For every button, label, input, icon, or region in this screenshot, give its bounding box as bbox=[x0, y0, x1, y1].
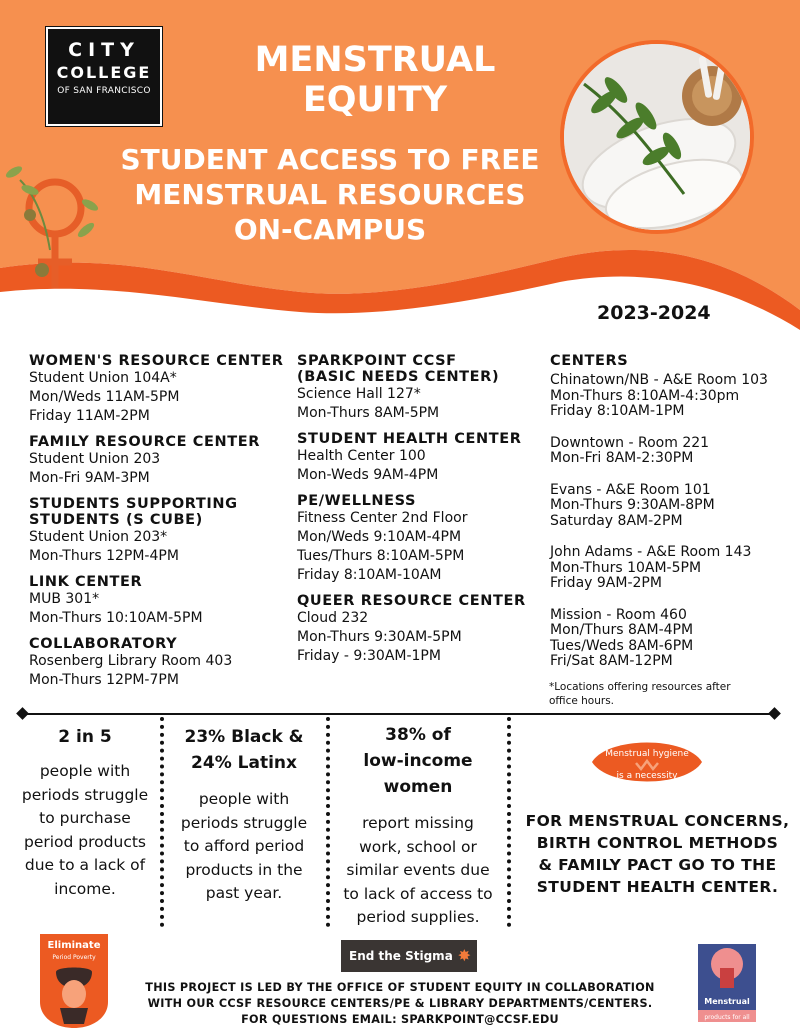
resource-line: Tues/Weds 8AM-6PM bbox=[550, 637, 694, 654]
section-divider bbox=[22, 713, 774, 715]
stat-heading: women bbox=[383, 777, 453, 797]
resource-heading: LINK CENTER bbox=[29, 574, 143, 590]
stat-line: past year. bbox=[205, 884, 283, 902]
stat-line: period supplies. bbox=[356, 908, 480, 926]
stat-2-in-5 bbox=[10, 724, 160, 901]
stat-line: due to a lack of bbox=[24, 856, 146, 874]
badge-line-2: products for all bbox=[704, 1014, 750, 1021]
resource-line: Tues/Thurs 8:10AM-5PM bbox=[297, 548, 465, 564]
stat-line: products in the bbox=[185, 860, 303, 879]
stat-line: similar events due bbox=[346, 861, 490, 879]
stat-separator bbox=[160, 717, 164, 927]
divider-end-right bbox=[768, 707, 781, 720]
resource-line: Student Union 203* bbox=[29, 529, 168, 545]
resource-column-2 bbox=[297, 353, 547, 674]
stat-line: to afford period bbox=[183, 837, 305, 855]
resource-column-1 bbox=[29, 353, 299, 698]
resource-line: Mon-Thurs 10AM-5PM bbox=[550, 559, 702, 576]
badge-line-2: Period Poverty bbox=[52, 954, 96, 961]
stat-separator bbox=[507, 717, 511, 927]
hygiene-badge bbox=[588, 736, 706, 788]
health-center-callout bbox=[520, 810, 795, 898]
page-title: MENSTRUAL EQUITY bbox=[254, 40, 496, 120]
resource-line: Friday - 9:30AM-1PM bbox=[297, 648, 441, 664]
stat-line: periods struggle bbox=[180, 813, 308, 832]
badge-shape bbox=[692, 936, 762, 1024]
menstrual-products-badge bbox=[692, 936, 762, 1024]
stat-heading: 23% Black & bbox=[184, 727, 304, 747]
eliminate-period-poverty-badge bbox=[38, 932, 110, 1030]
resource-line: Student Union 203 bbox=[29, 451, 161, 467]
resource-line: Mon/Weds 11AM-5PM bbox=[29, 389, 180, 405]
center-john-adams bbox=[550, 545, 795, 592]
resource-s-cube bbox=[29, 496, 299, 566]
resource-line: Evans - A&E Room 101 bbox=[550, 481, 711, 498]
stat-line: periods struggle bbox=[21, 785, 149, 804]
stat-line: work, school or bbox=[359, 837, 477, 856]
callout-line: & FAMILY PACT GO TO THE bbox=[538, 856, 777, 874]
stat-line: to lack of access to bbox=[343, 884, 493, 903]
subtitle-line: STUDENT ACCESS TO FREE bbox=[120, 143, 540, 176]
callout-line: STUDENT HEALTH CENTER. bbox=[536, 878, 779, 896]
resource-line: Friday 8:10AM-1PM bbox=[550, 403, 685, 419]
stat-line: period products bbox=[24, 832, 146, 851]
resource-link-center bbox=[29, 574, 299, 628]
stat-line: to purchase bbox=[39, 809, 131, 827]
stat-line: income. bbox=[54, 879, 116, 898]
note-line: *Locations offering resources after bbox=[549, 681, 731, 693]
resource-line: Mon-Thurs 8:10AM-4:30pm bbox=[550, 387, 740, 404]
resource-heading: COLLABORATORY bbox=[29, 636, 178, 652]
subtitle-line: ON-CAMPUS bbox=[233, 213, 427, 246]
stat-low-income bbox=[332, 722, 504, 930]
footer-credits bbox=[120, 980, 680, 1028]
resource-line: Student Union 104A* bbox=[29, 370, 177, 386]
resource-line: Fitness Center 2nd Floor bbox=[297, 510, 468, 526]
ccsf-logo bbox=[46, 27, 162, 126]
center-chinatown bbox=[550, 373, 795, 420]
stat-black-latinx bbox=[166, 724, 322, 906]
center-evans bbox=[550, 483, 795, 530]
resource-line: Mon/Thurs 8AM-4PM bbox=[550, 622, 694, 638]
footer-line: FOR QUESTIONS EMAIL: SPARKPOINT@CCSF.EDU bbox=[241, 1013, 559, 1026]
resource-line: Saturday 8AM-2PM bbox=[550, 512, 683, 529]
resource-line: Mon-Thurs 8AM-5PM bbox=[297, 405, 440, 421]
stat-line: people with bbox=[39, 762, 131, 780]
resource-line: Friday 9AM-2PM bbox=[550, 575, 662, 591]
resource-sparkpoint bbox=[297, 353, 547, 423]
divider-end-left bbox=[16, 707, 29, 720]
resource-line: Science Hall 127* bbox=[297, 386, 421, 402]
resource-line: Fri/Sat 8AM-12PM bbox=[550, 653, 673, 669]
subtitle-line: MENSTRUAL RESOURCES bbox=[134, 178, 526, 211]
note-line: office hours. bbox=[549, 695, 615, 707]
resource-line: Mon-Fri 8AM-2:30PM bbox=[550, 450, 694, 466]
stigma-label: End the Stigma bbox=[349, 949, 453, 963]
resource-line: Mon-Thurs 12PM-7PM bbox=[29, 672, 179, 688]
resource-queer-center bbox=[297, 593, 547, 666]
resource-line: Mon-Thurs 10:10AM-5PM bbox=[29, 610, 203, 626]
footer-line: WITH OUR CCSF RESOURCE CENTERS/PE & LIBRARY DEPARTMENTS/CENTERS. bbox=[147, 997, 653, 1010]
resource-line: Friday 8:10AM-10AM bbox=[297, 567, 442, 583]
products-photo bbox=[560, 40, 754, 234]
resource-line: Friday 11AM-2PM bbox=[29, 408, 150, 424]
resource-line: Mon-Weds 9AM-4PM bbox=[297, 467, 439, 483]
callout-line: BIRTH CONTROL METHODS bbox=[536, 834, 779, 852]
centers-heading: CENTERS bbox=[550, 353, 629, 369]
resource-heading: SPARKPOINT CCSF bbox=[297, 353, 457, 369]
resource-womens-center bbox=[29, 353, 299, 426]
resource-line: Rosenberg Library Room 403 bbox=[29, 653, 233, 669]
stat-separator bbox=[326, 717, 330, 927]
badge-line-1: Eliminate bbox=[47, 940, 101, 951]
resource-line: John Adams - A&E Room 143 bbox=[550, 544, 752, 560]
stat-heading: 38% of bbox=[385, 725, 451, 745]
resource-line: Cloud 232 bbox=[297, 610, 369, 626]
footer-line: THIS PROJECT IS LED BY THE OFFICE OF STUDENT EQUITY IN COLLABORATION bbox=[145, 981, 655, 994]
resource-line: Chinatown/NB - A&E Room 103 bbox=[550, 372, 768, 388]
resource-line: Downtown - Room 221 bbox=[550, 434, 710, 451]
resource-line: Mon-Fri 9AM-3PM bbox=[29, 470, 150, 486]
logo-line-1: CITY bbox=[68, 39, 140, 61]
hygiene-badge-top: Menstrual hygiene bbox=[605, 749, 689, 759]
resource-line: Mon/Weds 9:10AM-4PM bbox=[297, 529, 462, 545]
photo-illustration bbox=[564, 44, 750, 230]
starburst-icon: ✸ bbox=[457, 946, 471, 965]
center-mission bbox=[550, 608, 795, 670]
resource-line: Health Center 100 bbox=[297, 448, 426, 464]
hygiene-badge-bottom: is a necessity bbox=[616, 771, 678, 781]
page-subtitle bbox=[95, 142, 565, 247]
stat-heading: 2 in 5 bbox=[58, 727, 112, 747]
stat-heading: low-income bbox=[363, 751, 473, 771]
stat-line: report missing bbox=[362, 814, 474, 832]
resource-heading: STUDENT HEALTH CENTER bbox=[297, 431, 522, 447]
callout-line: FOR MENSTRUAL CONCERNS, bbox=[525, 812, 790, 830]
resource-health-center bbox=[297, 431, 547, 485]
resource-heading: QUEER RESOURCE CENTER bbox=[297, 593, 526, 609]
stat-line: people with bbox=[198, 790, 290, 808]
resource-collaboratory bbox=[29, 636, 299, 690]
resource-line: Mon-Thurs 9:30AM-5PM bbox=[297, 629, 462, 645]
year-label: 2023-2024 bbox=[597, 302, 711, 324]
center-downtown bbox=[550, 436, 795, 467]
badge-line-1: Menstrual bbox=[704, 997, 750, 1006]
logo-line-2: COLLEGE bbox=[56, 63, 152, 82]
badge-shape bbox=[38, 932, 110, 1030]
resource-column-centers bbox=[550, 353, 795, 686]
resource-heading: FAMILY RESOURCE CENTER bbox=[29, 434, 261, 450]
resource-line: Mission - Room 460 bbox=[550, 606, 687, 623]
resource-heading: PE/WELLNESS bbox=[297, 493, 417, 509]
logo-line-3: OF SAN FRANCISCO bbox=[57, 86, 151, 96]
female-symbol-graphic bbox=[0, 160, 110, 295]
resource-line: Mon-Thurs 9:30AM-8PM bbox=[550, 497, 715, 513]
resource-family-center bbox=[29, 434, 299, 488]
end-the-stigma-badge bbox=[341, 940, 477, 972]
resource-heading: STUDENTS (S CUBE) bbox=[29, 512, 203, 528]
resource-pe-wellness bbox=[297, 493, 547, 585]
resource-line: MUB 301* bbox=[29, 591, 100, 607]
stat-heading: 24% Latinx bbox=[191, 753, 297, 773]
resource-heading: WOMEN'S RESOURCE CENTER bbox=[29, 353, 284, 369]
resource-line: Mon-Thurs 12PM-4PM bbox=[29, 548, 179, 564]
after-hours-note bbox=[549, 680, 769, 708]
resource-heading: STUDENTS SUPPORTING bbox=[29, 496, 238, 512]
resource-heading: (BASIC NEEDS CENTER) bbox=[297, 369, 500, 385]
